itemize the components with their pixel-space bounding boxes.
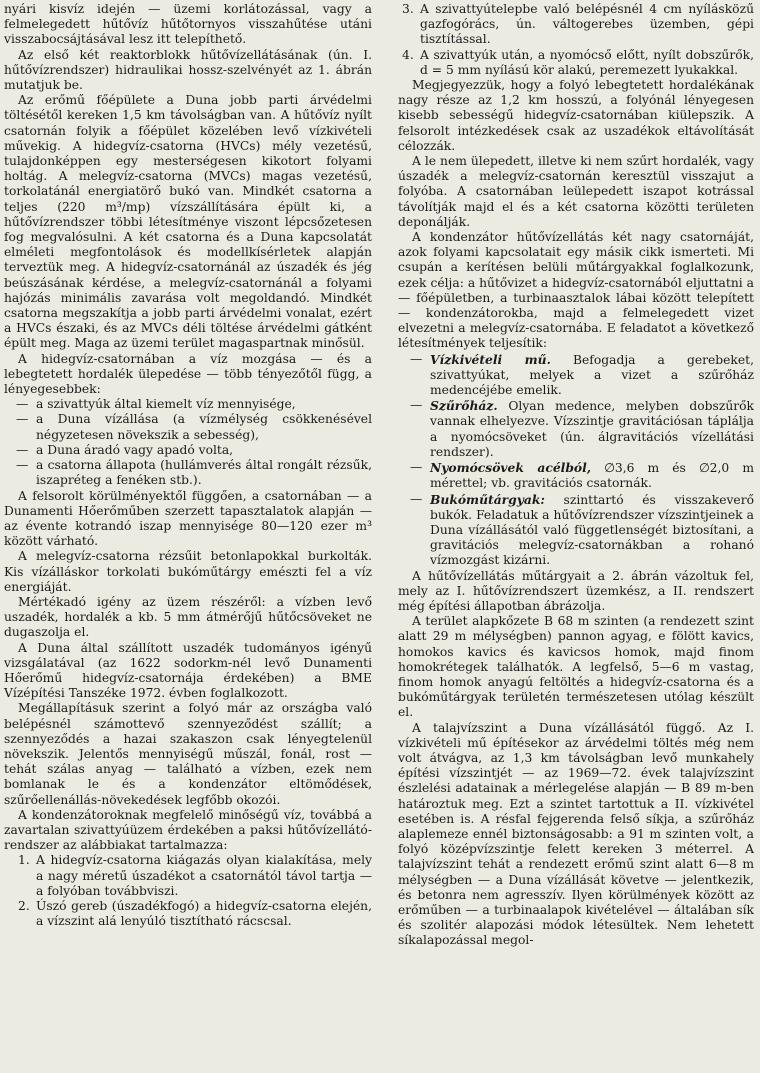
right-column — [398, 2, 754, 949]
item-text: A hidegvíz-csatorna kiágazás olyan kialakítása, mely a nagy méretű úszadékot a csatornától távol tartja — a folyóban továbbviszi. — [36, 853, 372, 898]
term-label: Vízkivételi mű. — [430, 351, 551, 367]
term-label: Szűrőház. — [430, 398, 498, 414]
item-text: A szivattyútelepbe való belépésnél 4 cm nyílásközű gazfogórács, ún. váltogerebes üzemben, gépi tisztítással. — [420, 2, 754, 47]
term-label: Bukóműtárgyak: — [430, 491, 545, 507]
paragraph: A Duna által szállított uszadék tudományos igényű vizsgálatával (az 1622 sodorkm-nél levő Dunamenti Hőerőmű hidegvíz-csatornája érdekében) a BME Vízépítési Tanszéke 1972. évben foglalkozott. — [4, 640, 372, 701]
item-text: A szivattyúk után, a nyomócső előtt, nyílt dobszűrők, d = 5 mm nyílású kör alakú, peremezett lyukakkal. — [420, 47, 754, 77]
paragraph: Mértékadó igény az üzem részéről: a vízben levő uszadék, hordalék a kb. 5 mm átmérőjű hűtőcsöveket ne dugaszolja el. — [4, 594, 372, 640]
numbered-list — [4, 853, 372, 929]
paragraph: Megállapításuk szerint a folyó már az országba való belépésnél számottevő szennyeződést szállít; a szennyeződés a hazai szakaszon csak lényegtelenül növekszik. Jelentős mennyiségű műszál, fonál, rost — tehát szálas anyag — található a vízben, ezek nem bomlanak le és a kondenzátor eltömődések, szűrőellenállás-növekedések legfőbb okozói. — [4, 701, 372, 807]
list-item — [398, 398, 754, 460]
dash-list — [4, 397, 372, 488]
list-item: — a szivattyúk által kiemelt víz mennyisége, — [4, 397, 372, 412]
term-text: szinttartó és visszakeverő bukók. Feladatuk a hűtővízrendszer vízszintjeinek a Duna vízállásától való függetlenségét biztosítani, a gravitációs melegvíz-csatornákban a rohanó vízmozgást kizárni. — [430, 492, 754, 568]
paragraph: Megjegyezzük, hogy a folyó lebegtetett hordalékának nagy része az 1,2 km hosszú, a folyónál lényegesen kisebb sebességű hidegvíz-csatornában kiülepszik. A felsorolt intézkedések csak az uszadékok eltávolítását célozzák. — [398, 78, 754, 153]
list-item — [4, 853, 372, 899]
item-text: Úszó gereb (úszadékfogó) a hidegvíz-csatorna elején, a vízszint alá lenyúló tisztítható rácscsal. — [36, 898, 372, 929]
list-item: — a Duna vízállása (a vízmélység csökkenésével négyzetesen növekszik a sebesség), — [4, 412, 372, 442]
paragraph: A le nem ülepedett, illetve ki nem szűrt hordalék, vagy úszadék a melegvíz-csatornán keresztül visszajut a folyóba. A csatornában leülepedett iszapot kotrással távolítják majd el és a két csatorna közötti területen deponálják. — [398, 154, 754, 229]
list-item — [398, 48, 754, 78]
term-label: Nyomócsövek acélból, — [430, 460, 592, 476]
paragraph: A kondenzátor hűtővízellátás két nagy csatornáját, azok folyami kapcsolatait egy másik cikk ismerteti. Mi csupán a kerítésen belüli műtárgyakkal foglalkozunk, ezek célja: a hűtővizet a hidegvíz-csatornából eljuttatni a — főépületben, a turbinaasztalok lábai között telepített — kondenzátorokba, majd a felmelegedett vizet elvezetni a melegvíz-csatornába. E feladatot a következő létesítmények teljesítik: — [398, 230, 754, 351]
paragraph: nyári kisvíz idején — üzemi korlátozással, vagy a felmelegedett hűtővíz hűtőtornyos visszahűtése utáni visszabocsájtásával lesz itt telepíthető. — [4, 2, 372, 47]
item-number: 4. — [402, 47, 414, 62]
term-text: Olyan medence, melyben dobszűrők vannak elhelyezve. Vízszintje gravitációsan táplálja a nyomócsöveket (ún. álgravitációs vízellátási rendszer). — [430, 399, 754, 459]
paragraph: Az erőmű főépülete a Duna jobb parti árvédelmi töltésétől kereken 1,5 km távolságban van. A hűtővíz nyílt csatornán folyik a főépület közelében levő vízkivételi művekig. A hidegvíz-csatorna (HVCs) mély vezetésű, tulajdonképpen egy mesterségesen kikotort folyami holtág. A melegvíz-csatorna (MVCs) magas vezetésű, torkolatánál energiatörő bukó van. Mindkét csatorna a teljes (220 m³/mp) vízszállítására épült ki, a hűtővízrendszer többi létesítménye viszont lépcsőzetesen fog megvalósulni. A két csatorna és a Duna kapcsolatát elméleti megfontolások és modellkísérletek alapján terveztük meg. A hidegvíz-csatornánál az úszadék és jég beúszásának kérdése, a melegvíz-csatornánál a folyami hajózás minimális zavarása volt megoldandó. Mindkét csatorna megszakítja a jobb parti árvédelmi vonalat, ezért a HVCs északi, és az MVCs déli töltése árvédelmi gátként épült meg. Maga az üzemi terület magaspartnak minősül. — [4, 93, 372, 351]
list-item — [398, 492, 754, 569]
item-number: 1. — [18, 853, 30, 868]
paragraph: A felsorolt körülményektől függően, a csatornában — a Dunamenti Hőerőműben szerzett tapasztalatok alapján — az évente kotrandó iszap mennyisége 80—120 ezer m³ között várható. — [4, 488, 372, 549]
list-item — [398, 2, 754, 48]
list-item: — a csatorna állapota (hullámverés által rongált rézsűk, iszapréteg a fenéken stb.). — [4, 458, 372, 488]
list-item — [398, 352, 754, 399]
list-item — [398, 460, 754, 491]
paragraph: A melegvíz-csatorna rézsűit betonlapokkal burkolták. Kis vízálláskor torkolati bukóműtárgy emészti fel a víz energiáját. — [4, 549, 372, 594]
list-item: — a Duna áradó vagy apadó volta, — [4, 443, 372, 458]
dash-list — [398, 352, 754, 569]
item-number: 2. — [18, 898, 30, 913]
term-text: Befogadja a gerebeket, szivattyúkat, melyek a vizet a szűrőház medencéjébe emelik. — [430, 352, 754, 398]
term-text: ∅3,6 m és ∅2,0 m mérettel; vb. gravitációs csatornák. — [430, 461, 754, 491]
numbered-list — [398, 2, 754, 78]
paragraph: A talajvízszint a Duna vízállásától függő. Az I. vízkivételi mű építésekor az árvédelmi töltés még nem volt átvágva, az 1,3 km távolságban levő munkahely építési vízszintjét — az 1969—72. évek talajvízszint észlelési adatainak a mérlegelése alapján — B 89 m-ben határoztuk meg. Ezt a szintet tartottuk a II. vízkivétel esetében is. A résfal fejgerenda felső síkja, a szűrőház alaplemeze ennél biztonságosabb: a 91 m szinten volt, a folyó középvízszintje felett kereken 3 méterrel. A talajvízszint tehát a rendezett erőmű szint alatt 6—8 m mélységben — a Duna vízállását követve — jelentkezik, és betonra nem agresszív. Ilyen körülmények között az erőműben — a turbinaalapok kivételével — általában sík és szolitér alapozási módok létesültek. Nem lehetett síkalapozással megol- — [398, 720, 754, 948]
left-column — [4, 2, 372, 929]
paragraph: A hűtővízellátás műtárgyait a 2. ábrán vázoltuk fel, mely az I. hűtővízrendszert üzemkész, a II. rendszert még építési állapotban ábrázolja. — [398, 568, 754, 613]
list-item — [4, 899, 372, 929]
paragraph: A hidegvíz-csatornában a víz mozgása — és a lebegtetett hordalék ülepedése — több tényezőtől függ, a lényegesebbek: — [4, 351, 372, 397]
item-number: 3. — [402, 2, 414, 16]
paragraph: Az első két reaktorblokk hűtővízellátásának (ún. I. hűtővízrendszer) hidraulikai hossz-szelvényét az 1. ábrán mutatjuk be. — [4, 47, 372, 93]
paragraph: A kondenzátoroknak megfelelő minőségű víz, továbbá a zavartalan szivattyúüzem érdekében a paksi hűtővízellátó-rendszer az alábbiakat tartalmazza: — [4, 807, 372, 853]
paragraph: A terület alapkőzete B 68 m szinten (a rendezett szint alatt 29 m mélységben) pannon agyag, e fölött kavics, homokos kavics és kavicsos homok, majd finom homokrétegek találhatók. A legfelső, 5—6 m vastag, finom homok anyagú feltöltés a hidegvíz-csatorna és a bukóműtárgyak területén természetesen utólag készült el. — [398, 614, 754, 720]
